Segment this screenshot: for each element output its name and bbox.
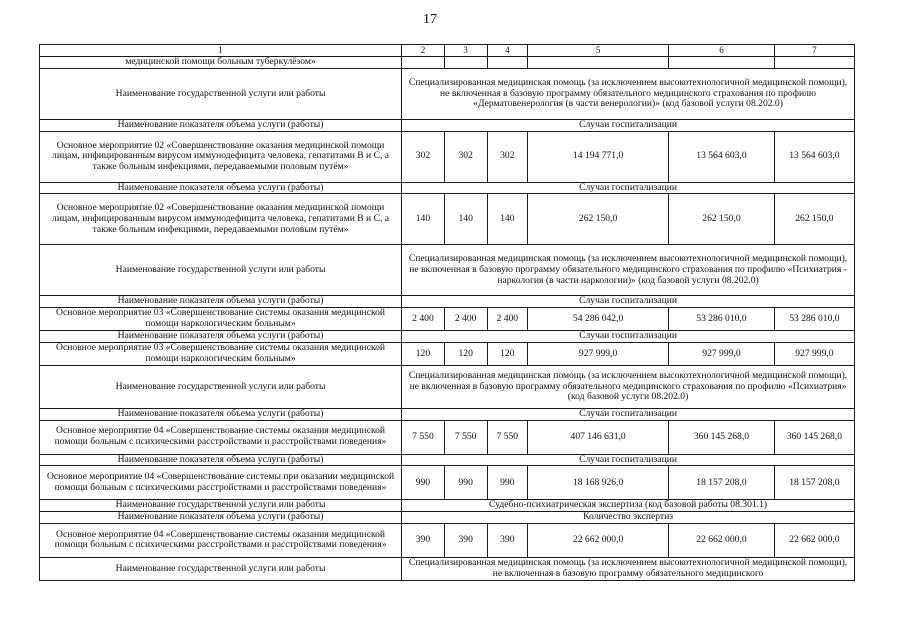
indicator-label: Наименование показателя объема услуги (работы) bbox=[40, 182, 402, 194]
value-cell: 120 bbox=[402, 342, 445, 365]
value-cell: 7 550 bbox=[487, 420, 528, 454]
empty-cell bbox=[402, 57, 445, 69]
table-header-row bbox=[40, 45, 855, 57]
table-row bbox=[40, 342, 855, 365]
indicator-value: Случаи госпитализации bbox=[402, 296, 855, 308]
value-cell: 927 999,0 bbox=[669, 342, 775, 365]
value-cell: 54 286 042,0 bbox=[528, 308, 669, 331]
value-cell: 7 550 bbox=[402, 420, 445, 454]
column-header: 3 bbox=[444, 45, 487, 57]
service-row bbox=[40, 245, 855, 296]
service-row bbox=[40, 500, 855, 512]
indicator-label: Наименование показателя объема услуги (работы) bbox=[40, 454, 402, 466]
column-header: 1 bbox=[40, 45, 402, 57]
service-label: Наименование государственной услуги или работы bbox=[40, 245, 402, 296]
value-cell: 2 400 bbox=[444, 308, 487, 331]
measure-name: Основное мероприятие 03 «Совершенствование системы оказания медицинской помощи наркологическим больным» bbox=[40, 342, 402, 365]
value-cell: 18 157 208,0 bbox=[774, 466, 854, 500]
value-cell: 18 168 926,0 bbox=[528, 466, 669, 500]
empty-cell bbox=[487, 57, 528, 69]
value-cell: 2 400 bbox=[487, 308, 528, 331]
service-row bbox=[40, 365, 855, 408]
measure-name: Основное мероприятие 02 «Совершенствование оказания медицинской помощи лицам, инфицированным вирусом иммунодефицита человека, гепатитами В и С, а также больным инфекциями, передаваемыми половым путём» bbox=[40, 194, 402, 245]
measure-name: Основное мероприятие 04 «Совершенствование системы при оказании медицинской помощи больным с психическими расстройствами и расстройствами поведения» bbox=[40, 466, 402, 500]
service-description: Специализированная медицинская помощь (за исключением высокотехнологичной медицинской помощи), не включенная в базовую программу обязательного медицинского bbox=[402, 557, 855, 580]
value-cell: 302 bbox=[402, 131, 445, 182]
indicator-value: Случаи госпитализации bbox=[402, 454, 855, 466]
column-header: 7 bbox=[774, 45, 854, 57]
table-row bbox=[40, 308, 855, 331]
value-cell: 360 145 268,0 bbox=[774, 420, 854, 454]
value-cell: 13 564 603,0 bbox=[669, 131, 775, 182]
service-description: Специализированная медицинская помощь (за исключением высокотехнологичной медицинской помощи), не включенная в базовую программу обязательного медицинского страхования по профилю «Психиатрия» (код базовой услуги 08.202.0) bbox=[402, 365, 855, 408]
measure-name: Основное мероприятие 02 «Совершенствование оказания медицинской помощи лицам, инфицированным вирусом иммунодефицита человека, гепатитами В и С, а также больным инфекциями, передаваемыми половым путём» bbox=[40, 131, 402, 182]
value-cell: 13 564 603,0 bbox=[774, 131, 854, 182]
value-cell: 302 bbox=[487, 131, 528, 182]
value-cell: 390 bbox=[487, 523, 528, 557]
measure-name: Основное мероприятие 04 «Совершенствование системы оказания медицинской помощи больным с психическими расстройствами и расстройствами поведения» bbox=[40, 523, 402, 557]
value-cell: 7 550 bbox=[444, 420, 487, 454]
indicator-value: Случаи госпитализации bbox=[402, 182, 855, 194]
indicator-row bbox=[40, 512, 855, 524]
service-label: Наименование государственной услуги или работы bbox=[40, 557, 402, 580]
value-cell: 22 662 000,0 bbox=[528, 523, 669, 557]
table-row bbox=[40, 131, 855, 182]
value-cell: 990 bbox=[444, 466, 487, 500]
indicator-row bbox=[40, 331, 855, 343]
value-cell: 390 bbox=[402, 523, 445, 557]
empty-cell bbox=[444, 57, 487, 69]
indicator-value: Случаи госпитализации bbox=[402, 120, 855, 132]
value-cell: 120 bbox=[444, 342, 487, 365]
measure-name: Основное мероприятие 04 «Совершенствование системы оказания медицинской помощи больным с психическими расстройствами и расстройствами поведения» bbox=[40, 420, 402, 454]
value-cell: 18 157 208,0 bbox=[669, 466, 775, 500]
indicator-row bbox=[40, 454, 855, 466]
value-cell: 14 194 771,0 bbox=[528, 131, 669, 182]
empty-cell bbox=[528, 57, 669, 69]
indicator-value: Случаи госпитализации bbox=[402, 331, 855, 343]
value-cell: 990 bbox=[402, 466, 445, 500]
value-cell: 140 bbox=[402, 194, 445, 245]
value-cell: 990 bbox=[487, 466, 528, 500]
value-cell: 140 bbox=[444, 194, 487, 245]
service-label: Наименование государственной услуги или работы bbox=[40, 365, 402, 408]
value-cell: 2 400 bbox=[402, 308, 445, 331]
value-cell: 22 662 000,0 bbox=[669, 523, 775, 557]
value-cell: 262 150,0 bbox=[774, 194, 854, 245]
indicator-row bbox=[40, 296, 855, 308]
indicator-value: Количество экспертиз bbox=[402, 512, 855, 524]
indicator-label: Наименование показателя объема услуги (работы) bbox=[40, 408, 402, 420]
table-row bbox=[40, 466, 855, 500]
service-label: Наименование государственной услуги или работы bbox=[40, 500, 402, 512]
value-cell: 53 286 010,0 bbox=[774, 308, 854, 331]
indicator-label: Наименование показателя объема услуги (работы) bbox=[40, 296, 402, 308]
indicator-row bbox=[40, 120, 855, 132]
value-cell: 140 bbox=[487, 194, 528, 245]
value-cell: 407 146 631,0 bbox=[528, 420, 669, 454]
column-header: 6 bbox=[669, 45, 775, 57]
service-description: Специализированная медицинская помощь (за исключением высокотехнологичной медицинской помощи), не включенная в базовую программу обязательного медицинского страхования по профилю «Дерматовенерология (в части венерологии)» (код базовой услуги 08.202.0) bbox=[402, 69, 855, 120]
value-cell: 22 662 000,0 bbox=[774, 523, 854, 557]
service-row bbox=[40, 557, 855, 580]
indicator-label: Наименование показателя объема услуги (работы) bbox=[40, 512, 402, 524]
page-number: 17 bbox=[423, 12, 437, 27]
column-header: 2 bbox=[402, 45, 445, 57]
continuation-text: медицинской помощи больным туберкулёзом» bbox=[40, 57, 402, 69]
empty-cell bbox=[774, 57, 854, 69]
table-row bbox=[40, 523, 855, 557]
value-cell: 302 bbox=[444, 131, 487, 182]
value-cell: 360 145 268,0 bbox=[669, 420, 775, 454]
indicator-value: Случаи госпитализации bbox=[402, 408, 855, 420]
indicator-row bbox=[40, 408, 855, 420]
document-table bbox=[39, 44, 855, 581]
service-row bbox=[40, 69, 855, 120]
measure-name: Основное мероприятие 03 «Совершенствование системы оказания медицинской помощи наркологическим больным» bbox=[40, 308, 402, 331]
value-cell: 390 bbox=[444, 523, 487, 557]
table-row bbox=[40, 420, 855, 454]
column-header: 5 bbox=[528, 45, 669, 57]
service-label: Наименование государственной услуги или работы bbox=[40, 69, 402, 120]
table-row bbox=[40, 194, 855, 245]
column-header: 4 bbox=[487, 45, 528, 57]
value-cell: 262 150,0 bbox=[528, 194, 669, 245]
indicator-label: Наименование показателя объема услуги (работы) bbox=[40, 120, 402, 132]
continuation-row bbox=[40, 57, 855, 69]
indicator-row bbox=[40, 182, 855, 194]
service-description: Судебно-психиатрическая экспертиза (код базовой работы 08.301.1) bbox=[402, 500, 855, 512]
value-cell: 262 150,0 bbox=[669, 194, 775, 245]
indicator-label: Наименование показателя объема услуги (работы) bbox=[40, 331, 402, 343]
value-cell: 927 999,0 bbox=[774, 342, 854, 365]
service-description: Специализированная медицинская помощь (за исключением высокотехнологичной медицинской помощи), не включенная в базовую программу обязательного медицинского страхования по профилю «Психиатрия - наркология (в части наркологии)» (код базовой услуги 08.202.0) bbox=[402, 245, 855, 296]
value-cell: 927 999,0 bbox=[528, 342, 669, 365]
value-cell: 120 bbox=[487, 342, 528, 365]
value-cell: 53 286 010,0 bbox=[669, 308, 775, 331]
empty-cell bbox=[669, 57, 775, 69]
